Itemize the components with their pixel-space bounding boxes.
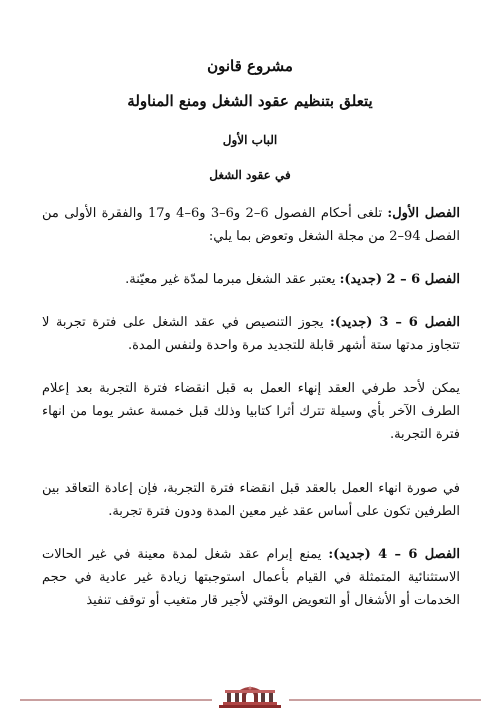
article-text: يجوز التنصيص في عقد الشغل على فترة تجربة لا تتجاوز مدتها ستة أشهر قابلة للتجديد مرة واحدة ولنفس المدة. <box>42 315 460 353</box>
article-label: الفصل 6 – 4 (جديد): <box>328 547 460 562</box>
article-paragraph <box>42 202 460 248</box>
article-paragraph <box>42 477 460 523</box>
article-paragraph <box>42 268 460 291</box>
article-text: يمنع إبرام عقد شغل لمدة معينة في غير الحالات الاستثنائية المتمثلة في القيام بأعمال استوجبتها زيادة غير عادية في حجم الخدمات أو الأشغال أو التعويض الوقتي لأجير قار متغيب أو توقف تنفيذ <box>42 547 460 608</box>
parliament-emblem-icon <box>215 685 285 709</box>
article-paragraph <box>42 543 460 612</box>
section-heading: الباب الأول <box>222 133 278 147</box>
section-subheading: في عقود الشغل <box>209 168 291 182</box>
footer-divider-left <box>20 699 212 701</box>
article-label: الفصل 6 – 2 (جديد): <box>339 272 460 287</box>
document-subtitle: يتعلق بتنظيم عقود الشغل ومنع المناولة <box>127 92 373 110</box>
article-text: في صورة انهاء العمل بالعقد قبل انقضاء فترة التجربة، فإن إعادة التعاقد بين الطرفين تكون على أساس عقد غير معين المدة ودون فترة تجربة. <box>42 481 460 519</box>
article-text: تلغى أحكام الفصول 6–2 و6–3 و6–4 و17 والفقرة الأولى من الفصل 94–2 من مجلة الشغل وتعوض بما يلي: <box>42 206 460 244</box>
page-footer <box>0 685 500 709</box>
article-paragraph <box>42 377 460 446</box>
article-label: الفصل 6 – 3 (جديد): <box>330 315 460 330</box>
article-paragraph <box>42 311 460 357</box>
article-text: يمكن لأحد طرفي العقد إنهاء العمل به قبل انقضاء فترة التجربة بعد إعلام الطرف الآخر بأي وسيلة تترك أثرا كتابيا وذلك قبل خمسة عشر يوما من انهاء فترة التجربة. <box>42 381 460 442</box>
document-title: مشروع قانون <box>207 57 293 75</box>
article-text: يعتبر عقد الشغل مبرما لمدّة غير معيّنة. <box>125 272 340 287</box>
footer-divider-right <box>289 699 481 701</box>
article-label: الفصل الأول: <box>387 206 460 221</box>
